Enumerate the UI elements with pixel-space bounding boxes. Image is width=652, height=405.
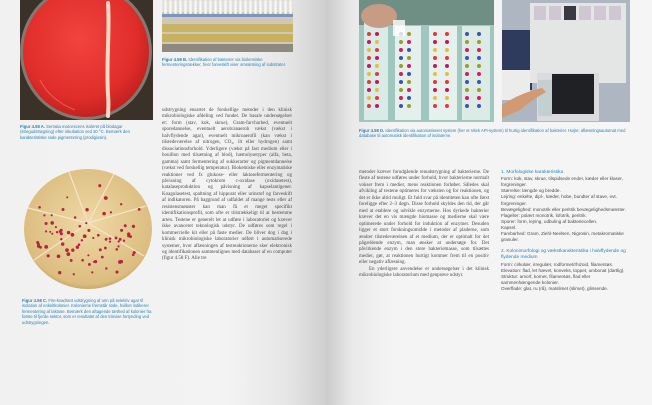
colony-dot <box>105 238 107 240</box>
figure-a-caption <box>20 124 154 140</box>
colony-dot <box>99 248 102 251</box>
colony-dot <box>81 239 83 241</box>
section-1-item: Størrelse: længde og bredde. <box>501 188 561 194</box>
figure-d-text: Identifikation via automatiseret system (her et Vitek API-system) til hurtig identifikation af bakterier. Højre: aflæsningsautomat med database til automatisk identifikation af isolaterne. <box>359 128 626 139</box>
figure-blood-agar-plate <box>20 0 153 120</box>
section-1-heading: 1. Morfologiske karakteristika <box>501 170 564 175</box>
colony-dot <box>45 230 47 232</box>
colony-dot <box>87 254 89 256</box>
colony-dot <box>133 251 135 253</box>
colony-dot <box>50 221 54 225</box>
colony-dot <box>98 184 101 187</box>
colony-dot <box>88 263 91 266</box>
colony-dot <box>123 240 125 242</box>
colony-dot <box>101 256 104 259</box>
colony-dot <box>51 214 53 216</box>
colony-dot <box>49 231 51 233</box>
colony-dot <box>62 208 65 211</box>
section-2-heading: 2. Kolonimorfologi og vækstkarakteristika i halvflydende og flydende medium <box>501 249 626 261</box>
colony-dot <box>65 248 69 252</box>
colony-dot <box>109 237 112 240</box>
colony-dot <box>124 224 127 227</box>
colony-dot <box>104 247 107 250</box>
section-1-item: Kapsel. <box>501 224 517 230</box>
section-2-item: Form: cirkulær, irregulær, rodformet/rhizoid, filamentøs. <box>501 261 614 267</box>
colony-dot <box>120 229 123 232</box>
colony-dot <box>115 270 118 273</box>
left-body-paragraph: udstrygning ensartet de forskellige metoder i den klinisk mikrobiologiske afdeling ved fundet. De basale undersøgelser er: form (stav, kok, skrue), Gram-farvbarhed, eventuelt sporedannelse, eventuelt aerob/anaerob vækst (vækst i halvflydende agar), eventuelt mikroaerofil (kan vækst i tilstedeværelse af nitrogen, CO₂, ilt eller hydrogen) samt dissociationsforhold. Yderligere (vækst på fast medium eller i bouillon med tilsætning af blod), hæmolysetyper (alfa, beta, gamma) samt fermentering af sukkerarter og pigmentdannelse (vækst ved forskellig temperatur). Biokemiske eller enzymatiske reaktioner ved fx glukose- eller laktosefermentering og påvisning af cytokrom c-oxidase (oxidasetest), katalaseproduktion og påvisning af kapselantigener. Koagulasetest, spaltning af hippurat eller urinstof og farveskift af indikatoren. På baggrund af udfaldet af mange tests eller af resistensmønster kan man få et meget specifikt identifikationsprofil, som ofte er tilstrækkeligt til at bestemme arten. Testene er generelt let at udføre i laboratoriet og kræver ikke avanceret teknologisk udstyr. De udføres som regel i kommercielle kit eller på faste medier. De bliver dog i dag i klinisk mikrobiologiske laboratorier udført i automatiserede systemer, hvor aflæsningen af testreaktionerne sker elektronisk og identifikationen sammenlignes med databaser af en computer (figur 4.58 F). Alle tre <box>162 108 292 262</box>
test-tubes-image <box>162 0 293 52</box>
colony-dot <box>60 229 63 232</box>
colony-dot <box>83 234 87 238</box>
colony-dot <box>127 235 129 238</box>
colony-dot <box>118 260 122 264</box>
colony-dot <box>129 235 132 238</box>
colony-dot <box>81 259 84 262</box>
colony-dot <box>87 229 90 232</box>
colony-dot <box>71 249 74 252</box>
colony-dot <box>85 222 87 224</box>
colony-dot <box>70 259 73 262</box>
colony-dot <box>120 203 122 205</box>
colony-dot <box>78 243 81 246</box>
colony-dot <box>91 271 93 273</box>
colony-dot <box>115 237 118 240</box>
figure-b-label: Figur 4.58 B. <box>162 57 188 62</box>
figure-d-caption <box>359 128 629 139</box>
colony-dot <box>85 208 88 211</box>
colony-dot <box>56 231 58 233</box>
section-1-item: Flageller: polært monotrik, lofotrik, peritrik. <box>501 212 587 218</box>
vitek-machine-image <box>502 0 630 122</box>
section-1-item: Lejring: enkelte, dipl-, kæder, hobe, bundter af stave, evt. forgreninger. <box>501 194 617 206</box>
colony-dot <box>38 206 41 209</box>
colony-dot <box>119 238 122 241</box>
colony-dot <box>78 225 81 228</box>
colony-dot <box>47 254 50 257</box>
section-1-item: Farvbarhed: Gram, Ziehl-Neelsen, Nigrosin, metakromatiske granuler. <box>501 231 624 243</box>
colony-dot <box>44 245 48 249</box>
section-1-item: Sporer: form, lejring, udbuling af bakteriecellen. <box>501 218 598 224</box>
section-2-item: Struktur: amorf, kornet, filamentøs, flad eller sammenhængende kolonier. <box>501 273 591 285</box>
section-1-item: Form: kok, stav, skrue, tilspidsede ender, kæder eller klaser, forgreninger. <box>501 176 623 188</box>
colony-dot <box>102 212 106 216</box>
colony-dot <box>45 222 48 225</box>
colony-dot <box>132 225 135 228</box>
colony-dot <box>97 234 100 237</box>
colony-dot <box>104 196 108 200</box>
figure-d-label: Figur 4.58 D. <box>359 128 385 133</box>
section-2-item: Overflade: glat, ru (rå), matslimet (slimet), glinsende. <box>501 286 608 292</box>
api-strips-image <box>359 0 494 122</box>
figure-vitek-machine <box>502 0 630 122</box>
colony-dot <box>57 254 61 258</box>
colony-dot <box>61 242 64 245</box>
colony-dot <box>58 271 61 274</box>
left-body-column <box>162 108 292 263</box>
colony-dot <box>105 267 107 269</box>
right-body-paragraph-1: metoder kræver forudgående renudstrygning af bakterierne. De fleste af testene udføres under forhold, hvor bakterierne normalt vokser frem i medier, mens reaktionen forløber. Således skal afvikling af testene optimeres for væksten og for reaktionen, og det er ikke altid muligt. Et fuld svar på identiteten kan ofte først foreligge efter 2–3 døgn. Disse forhold skyldes den tid, der går med at etablere og udvikle enzymerne. Hos dyrkede bakterier kræver det en vis mængde biomasse og medierne skal være optimerede under forhold for induktion af enzymer. Desuden ligger et stort forskningsområde i metoder af pladerne, som ændrer tilstedeværelsen af et medium, der er optimalt for det pågældende enzym, man ønsker at undersøge for. Det påvirkende enzym i den store bakteriemasse, som tilsættes medier, gør, at reaktionen hurtigt kommer frem til en positiv eller negativ aflæsning. <box>359 170 489 266</box>
figure-c-text: Fire-kvadrant udstrygning af urin på selektiv agar til isolation af enkeltkolonier. Kolonierne fremstår røde, hvilket indikerer fermentering af laktose. Bemærk den aftagende tæthed af kolonier fra første til fjerde sektor, som er resultatet af den trinvise fortynding ved udstrygningen. <box>22 298 152 325</box>
figure-b-caption <box>162 57 292 68</box>
right-body-column <box>359 170 489 280</box>
figure-c-label: Figur 4.58 C. <box>22 298 48 303</box>
colony-dot <box>55 226 57 228</box>
characteristics-list <box>501 170 631 292</box>
colony-dot <box>60 238 62 240</box>
colony-dot <box>67 231 70 234</box>
figure-test-tubes <box>162 0 293 52</box>
colony-dot <box>109 240 111 242</box>
figure-c-caption <box>22 298 154 325</box>
colony-dot <box>132 253 135 256</box>
right-body-paragraph-2: En yderligere anvendelse er undersøgelser i det klinisk mikrobiologiske laboratorium med genprøve udstyr. <box>359 266 489 279</box>
colony-dot <box>51 233 53 235</box>
colony-dot <box>110 211 112 213</box>
colony-dot <box>93 261 95 263</box>
colony-dot <box>37 243 40 246</box>
colony-dot <box>116 248 119 251</box>
right-page <box>326 0 652 405</box>
figure-a-text: Serratia marcescens isoleret på blodagar (stregudstrøgning) efter inkubation ved 30 °C. Bemærk den karakteristiske røde pigmentering (prodigiosin). <box>20 124 130 140</box>
figure-b-text: Identifikation af bakterier via biokemiske fermenteringsrækker, hvor farveskift viser omsætning af substrater. <box>162 57 287 68</box>
colony-dot <box>117 245 119 247</box>
quadrant-plate-image <box>22 168 154 290</box>
figure-a-label: Figur 4.58 A. <box>20 124 45 129</box>
section-2-item: Elevation: flad, let hævet, konveks, toppet, umbonat (dartlig). <box>501 267 625 273</box>
colony-dot <box>92 237 94 239</box>
colony-dot <box>74 216 77 219</box>
figure-api-strips <box>359 0 494 122</box>
colony-dot <box>66 196 68 198</box>
colony-dot <box>76 246 79 249</box>
section-1-item: Bevægelighed: monotrik eller peritrik bevægelighedsmønster. <box>501 206 626 212</box>
blood-agar-plate-image <box>20 0 153 120</box>
colony-dot <box>73 273 75 275</box>
colony-dot <box>71 233 75 237</box>
colony-dot <box>66 252 70 256</box>
figure-quadrant-plate <box>22 168 154 290</box>
colony-dot <box>138 208 141 211</box>
colony-dot <box>43 214 45 216</box>
